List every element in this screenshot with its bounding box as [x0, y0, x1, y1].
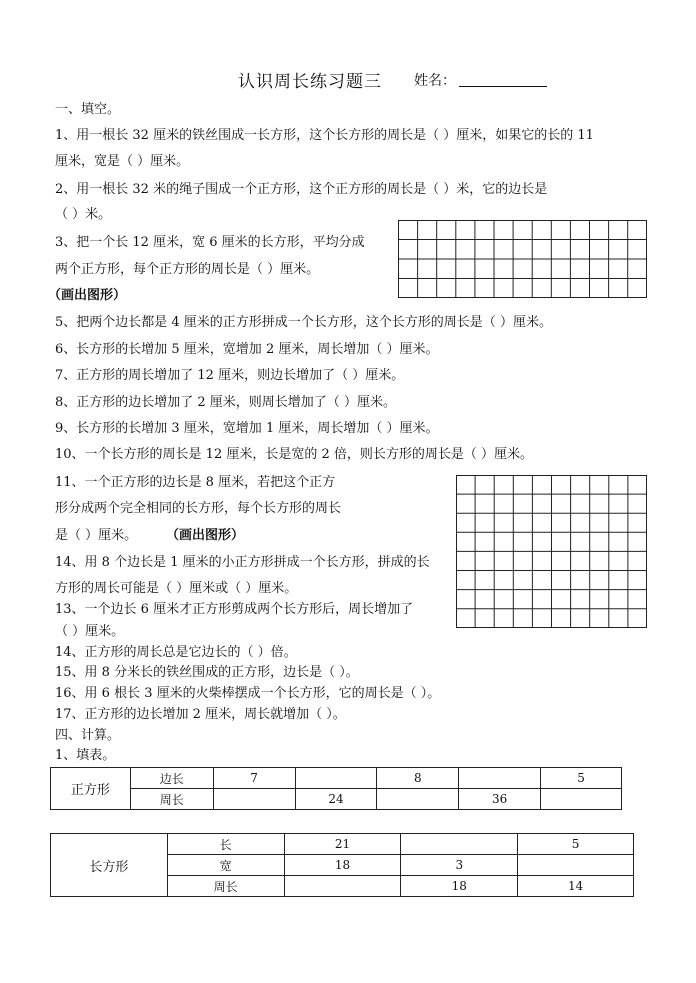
fill-table-heading: 1、填表。 — [55, 748, 116, 763]
square-table — [50, 767, 622, 810]
page-title: 认识周长练习题三 — [238, 72, 382, 92]
question-line: 13、一个边长 6 厘米才正方形剪成两个长方形后，周长增加了 — [55, 602, 414, 617]
draw-figure-note: （画出图形） — [48, 288, 127, 303]
table-cell[interactable] — [518, 855, 634, 876]
table-cell[interactable]: 5 — [541, 768, 622, 789]
question-line: 8、正方形的边长增加了 2 厘米，则周长增加了（ ）厘米。 — [55, 395, 396, 410]
table-cell[interactable]: 14 — [518, 876, 634, 897]
section-calc-heading: 四、计算。 — [55, 728, 121, 743]
table-cell[interactable] — [295, 768, 377, 789]
question-line: 14、用 8 个边长是 1 厘米的小正方形拼成一个长方形，拼成的长 — [55, 555, 430, 570]
table-cell[interactable] — [284, 876, 401, 897]
drawing-grid-small[interactable] — [398, 220, 647, 298]
question-line: 方形的周长可能是（ ）厘米或（ ）厘米。 — [55, 581, 298, 596]
name-label: 姓名： — [414, 73, 456, 89]
table-cell[interactable] — [459, 768, 541, 789]
table-cell[interactable]: 3 — [401, 855, 518, 876]
table-cell[interactable] — [401, 834, 518, 855]
question-line: （ ）米。 — [55, 207, 112, 222]
row-label: 周长 — [167, 876, 284, 897]
question-line: 2、用一根长 32 米的绳子围成一个正方形，这个正方形的周长是（ ）米，它的边长是 — [55, 182, 548, 197]
row-label: 周长 — [130, 789, 213, 810]
question-line: 6、长方形的长增加 5 厘米，宽增加 2 厘米，周长增加（ ）厘米。 — [55, 342, 439, 357]
question-line: 两个正方形，每个正方形的周长是（ ）厘米。 — [55, 262, 320, 277]
question-line: 10、一个长方形的周长是 12 厘米，长是宽的 2 倍，则长方形的周长是（ ）厘米。 — [55, 447, 534, 462]
table-cell[interactable]: 18 — [401, 876, 518, 897]
question-line: 1、用一根长 32 厘米的铁丝围成一长方形，这个长方形的周长是（ ）厘米，如果它的长的 11 — [55, 128, 594, 143]
table-cell[interactable]: 36 — [459, 789, 541, 810]
rectangle-table-head: 长方形 — [51, 834, 168, 897]
table-row — [51, 768, 622, 789]
table-cell[interactable]: 21 — [284, 834, 401, 855]
question-line: 7、正方形的周长增加了 12 厘米，则边长增加了（ ）厘米。 — [55, 368, 405, 383]
question-line: 15、用 8 分米长的铁丝围成的正方形，边长是（ ）。 — [55, 665, 359, 680]
drawing-grid-large[interactable] — [456, 475, 647, 628]
question-line: 形分成两个完全相同的长方形，每个长方形的周长 — [55, 501, 342, 516]
table-cell[interactable] — [377, 789, 459, 810]
question-line: 17、正方形的边长增加 2 厘米，周长就增加（ ）。 — [55, 707, 346, 722]
row-label: 宽 — [167, 855, 284, 876]
name-field[interactable] — [459, 70, 547, 87]
table-cell[interactable]: 8 — [377, 768, 459, 789]
table-cell[interactable] — [213, 789, 295, 810]
row-label: 边长 — [130, 768, 213, 789]
question-line: 9、长方形的长增加 3 厘米，宽增加 1 厘米，周长增加（ ）厘米。 — [55, 421, 439, 436]
table-row — [51, 834, 634, 855]
question-line: 14、正方形的周长总是它边长的（ ）倍。 — [55, 645, 297, 660]
square-table-head: 正方形 — [51, 768, 131, 810]
question-line: 厘米，宽是（ ）厘米。 — [55, 154, 190, 169]
draw-figure-note: （画出图形） — [166, 528, 245, 543]
table-cell[interactable]: 18 — [284, 855, 401, 876]
question-line: 5、把两个边长都是 4 厘米的正方形拼成一个长方形，这个长方形的周长是（ ）厘米。 — [55, 315, 552, 330]
section-fill-heading: 一、填空。 — [55, 102, 121, 117]
question-line: 11、一个正方形的边长是 8 厘米，若把这个正方 — [55, 475, 336, 490]
question-line: 16、用 6 根长 3 厘米的火柴棒摆成一个长方形，它的周长是（ ）。 — [55, 686, 441, 701]
table-cell[interactable] — [541, 789, 622, 810]
table-cell[interactable]: 24 — [295, 789, 377, 810]
table-cell[interactable]: 5 — [518, 834, 634, 855]
question-line: （ ）厘米。 — [55, 624, 125, 639]
question-line: 是（ ）厘米。 — [55, 528, 138, 543]
question-line: 3、把一个长 12 厘米，宽 6 厘米的长方形，平均分成 — [55, 235, 365, 250]
row-label: 长 — [167, 834, 284, 855]
table-row — [51, 789, 622, 810]
table-cell[interactable]: 7 — [213, 768, 295, 789]
rectangle-table — [50, 833, 634, 897]
